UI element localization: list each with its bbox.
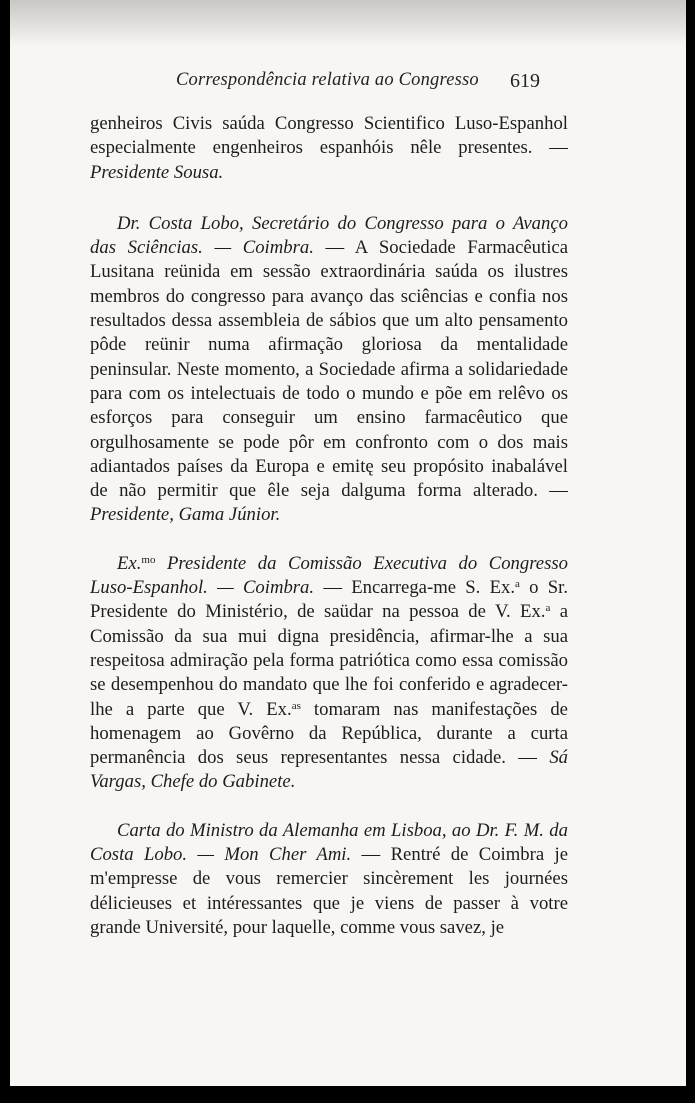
paragraph-text: a Comissão da sua mui digna presidência, afirmar-lhe a sua respeitosa admiração pela forma patriótica como essa comissão se desempenhou do mandato que lhe foi conferido e agradecer-lhe a parte que V. Ex. xyxy=(90,601,569,720)
address-heading: Presidente da Comissão Executiva do Congresso Luso-Espanhol. — Coimbra. xyxy=(90,552,568,599)
paragraph-text: tomaram nas manifestações de homenagem ao Govêrno da República, durante a curta permanência dos seus representantes nessa cidade. — xyxy=(90,698,568,769)
signature: Presidente Sousa. xyxy=(90,161,224,183)
paragraph-presidente-comissao xyxy=(90,552,568,795)
paragraph-farmaceutica xyxy=(90,212,568,528)
paragraph-text: genheiros Civis saúda Congresso Scientifico Luso-Espanhol especialmente engenheiros espanhóis nêle presentes. — xyxy=(90,113,568,159)
superscript: mo xyxy=(141,553,156,566)
paragraph-telegram-sousa xyxy=(90,112,568,185)
superscript: a xyxy=(515,578,520,591)
signature: Presidente, Gama Júnior. xyxy=(90,504,281,526)
paragraph-text: o Sr. Presidente do Ministério, de saüdar na pessoa de V. Ex. xyxy=(90,577,568,623)
superscript: a xyxy=(545,602,551,615)
address-heading-prefix: Ex. xyxy=(117,552,142,574)
address-heading: Carta do Ministro da Alemanha em Lisboa, ao Dr. F. M. da Costa Lobo. — Mon Cher Ami. xyxy=(90,819,568,866)
paragraph-text: — A Sociedade Farmacêutica Lusitana reünida em sessão extraordinária saúda os ilustres membros do congresso para avanço das sciências e confia nos resultados dessa assembleia de sábios que um alto pensamento pôde reünir numa afirmação gloriosa da mentalidade peninsular. Neste momento, a Sociedade afirma a solidariedade para com os intelectuais de todo o mundo e põe em relêvo os esforços para conseguir um ensino farmacêutico que orgulhosamente se pode pôr em confronto com o dos mais adiantados países da Europa e emitę seu propósito inabalável de não permitir que êle seja dalguma forma alterado. — xyxy=(90,237,568,502)
address-heading: Dr. Costa Lobo, Secretário do Congresso para o Avanço das Sciências. — Coimbra. xyxy=(90,212,568,259)
page-header xyxy=(10,70,686,100)
paragraph-carta-ministro xyxy=(90,819,568,940)
book-page xyxy=(10,0,686,1086)
superscript: as xyxy=(291,699,301,712)
page-number: 619 xyxy=(510,70,540,92)
paragraph-text: — Rentré de Coimbra je m'empresse de vous remercier sincèrement les journées délicieuses et intéressantes que je viens de passer à votre grande Université, pour laquelle, comme vous savez, je xyxy=(90,844,568,938)
page-body xyxy=(90,112,568,940)
running-title: Correspondência relativa ao Congresso xyxy=(176,70,479,90)
paragraph-text: — Encarrega-me S. Ex. xyxy=(314,577,516,599)
signature: Sá Vargas, Chefe do Gabinete. xyxy=(90,747,568,793)
